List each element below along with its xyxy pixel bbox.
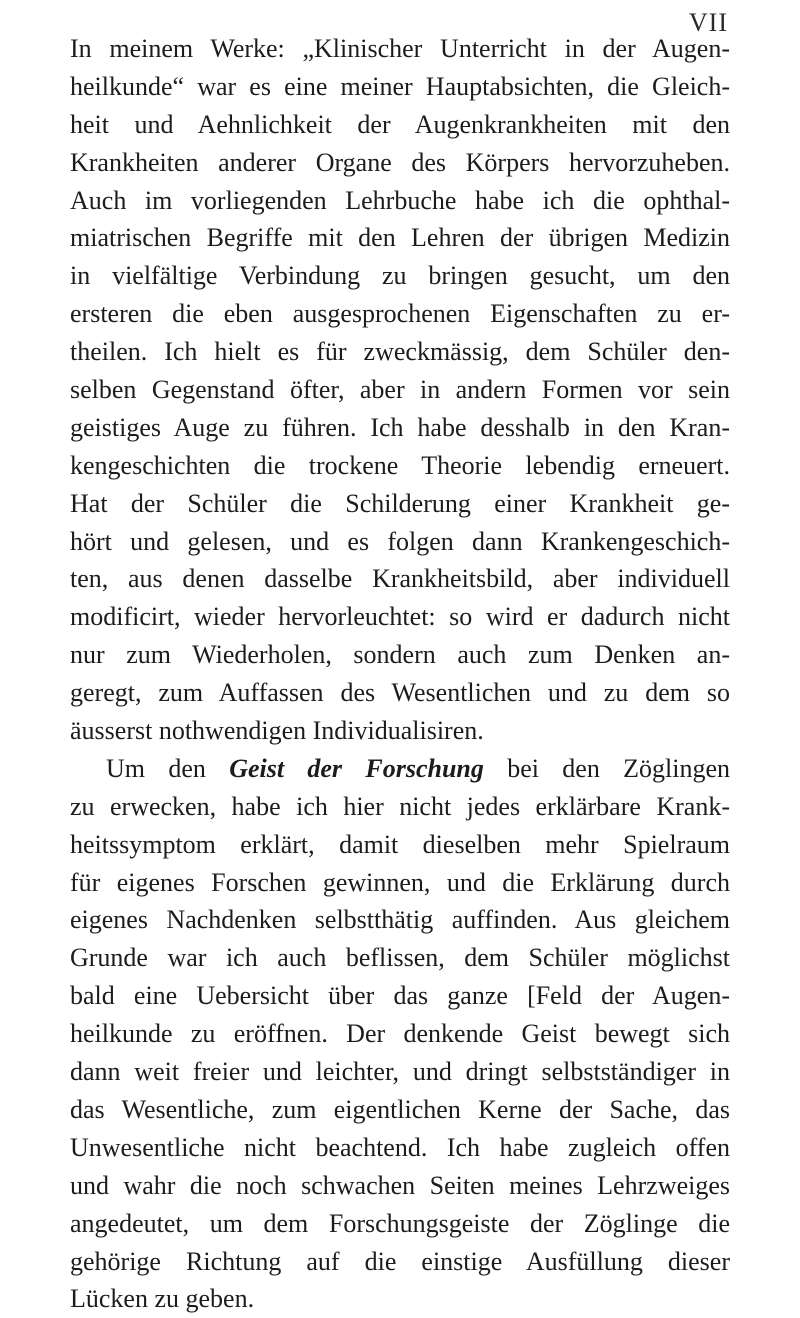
text-line: äusserst nothwendigen Individualisiren. xyxy=(70,716,484,746)
text-line: heilkunde zu eröffnen. Der denkende Geist bewegt sich xyxy=(70,1019,730,1049)
text-line: in vielfältige Verbindung zu bringen gesucht, um den xyxy=(70,261,730,291)
text-line: nur zum Wiederholen, sondern auch zum Denken an- xyxy=(70,640,730,670)
text-line: geregt, zum Auffassen des Wesentlichen und zu dem so xyxy=(70,678,730,708)
text-run: Um den xyxy=(106,753,230,783)
text-line: das Wesentliche, zum eigentlichen Kerne der Sache, das xyxy=(70,1094,730,1124)
text-line: heit und Aehnlichkeit der Augenkrankheiten mit den xyxy=(70,109,730,139)
text-line: eigenes Nachdenken selbstthätig auffinden. Aus gleichem xyxy=(70,905,730,935)
text-line: Lücken zu geben. xyxy=(70,1284,255,1314)
text-line: heitssymptom erklärt, damit dieselben mehr Spielraum xyxy=(70,829,730,859)
text-line: bald eine Uebersicht über das ganze [Feld der Augen- xyxy=(70,981,730,1011)
text-line: angedeutet, um dem Forschungsgeiste der Zöglinge die xyxy=(70,1208,730,1238)
text-line: Krankheiten anderer Organe des Körpers hervorzuheben. xyxy=(70,147,730,177)
text-line: hört und gelesen, und es folgen dann Krankengeschich- xyxy=(70,526,730,556)
text-line: und wahr die noch schwachen Seiten meines Lehrzweiges xyxy=(70,1170,730,1200)
text-line: theilen. Ich hielt es für zweckmässig, dem Schüler den- xyxy=(70,337,730,367)
text-line: Unwesentliche nicht beachtend. Ich habe zugleich offen xyxy=(70,1132,730,1162)
text-line: Hat der Schüler die Schilderung einer Krankheit ge- xyxy=(70,488,730,518)
text-line: heilkunde“ war es eine meiner Hauptabsichten, die Gleich- xyxy=(70,71,730,101)
text-line: zu erwecken, habe ich hier nicht jedes erklärbare Krank- xyxy=(70,791,730,821)
text-line: In meinem Werke: „Klinischer Unterricht in der Augen- xyxy=(70,34,730,63)
text-run: bei den Zöglingen xyxy=(483,753,730,783)
text-line: miatrischen Begriffe mit den Lehren der übrigen Medizin xyxy=(70,223,730,253)
text-line: gehörige Richtung auf die einstige Ausfüllung dieser xyxy=(70,1246,730,1276)
emphasis-text: Geist der Forschung xyxy=(229,753,484,783)
text-line: kengeschichten die trockene Theorie lebendig erneuert. xyxy=(70,450,730,480)
text-line: Grunde war ich auch beflissen, dem Schüler möglichst xyxy=(70,943,730,973)
paragraph-1 xyxy=(70,30,730,750)
text-line-first xyxy=(70,750,730,788)
text-line: ten, aus denen dasselbe Krankheitsbild, aber individuell xyxy=(70,564,730,594)
page-number: VII xyxy=(688,8,728,37)
text-line: selben Gegenstand öfter, aber in andern Formen vor sein xyxy=(70,375,730,405)
text-line: modificirt, wieder hervorleuchtet: so wird er dadurch nicht xyxy=(70,602,730,632)
paragraph-2 xyxy=(70,750,730,1318)
text-line: dann weit freier und leichter, und dringt selbstständiger in xyxy=(70,1057,730,1087)
text-line: geistiges Auge zu führen. Ich habe desshalb in den Kran- xyxy=(70,412,730,442)
body-text xyxy=(70,30,730,1318)
text-line: Auch im vorliegenden Lehrbuche habe ich die ophthal- xyxy=(70,185,730,215)
text-line: für eigenes Forschen gewinnen, und die Erklärung durch xyxy=(70,867,730,897)
text-line: ersteren die eben ausgesprochenen Eigenschaften zu er- xyxy=(70,299,730,329)
